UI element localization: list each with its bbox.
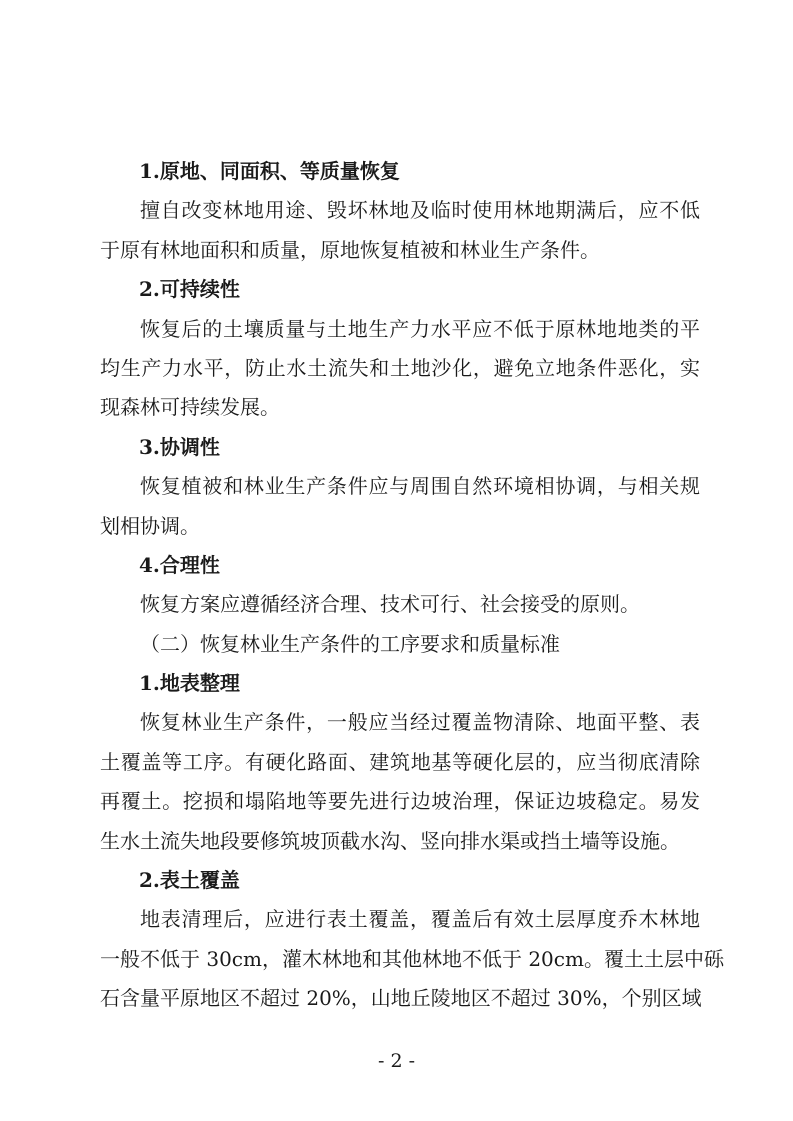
paragraph-line: 土覆盖等工序。有硬化路面、建筑地基等硬化层的，应当彻底清除 [100, 749, 700, 774]
paragraph-line: 划相协调。 [100, 513, 200, 538]
principle-2-title: 2.可持续性 [139, 277, 240, 302]
paragraph-line: 均生产力水平，防止水土流失和土地沙化，避免立地条件恶化，实 [100, 355, 700, 380]
principle-1-title: 1.原地、同面积、等质量恢复 [139, 159, 400, 183]
paragraph-line: 地表清理后，应进行表土覆盖，覆盖后有效土层厚度乔木林地 [140, 907, 700, 932]
step-1-title: 1.地表整理 [139, 671, 240, 696]
document-body [100, 152, 724, 1019]
paragraph-line: 一般不低于 30cm，灌木林地和其他林地不低于 20cm。覆土土层中砾 [100, 946, 724, 971]
paragraph-line: 恢复后的土壤质量与土地生产力水平应不低于原林地地类的平 [140, 316, 700, 341]
paragraph-line: 石含量平原地区不超过 20%，山地丘陵地区不超过 30%，个别区域 [100, 986, 702, 1011]
paragraph-line: 恢复植被和林业生产条件应与周围自然环境相协调，与相关规 [140, 474, 700, 499]
paragraph-line: 于原有林地面积和质量，原地恢复植被和林业生产条件。 [100, 237, 600, 262]
paragraph-line: 擅自改变林地用途、毁坏林地及临时使用林地期满后，应不低 [140, 198, 700, 223]
paragraph-line: 现森林可持续发展。 [100, 395, 280, 420]
paragraph-line: 恢复林业生产条件，一般应当经过覆盖物清除、地面平整、表 [140, 710, 700, 735]
page-number: - 2 - [377, 1050, 415, 1072]
principle-3-title: 3.协调性 [139, 434, 220, 459]
paragraph-line: 再覆土。挖损和塌陷地等要先进行边坡治理，保证边坡稳定。易发 [100, 789, 700, 814]
paragraph-line: 生水土流失地段要修筑坡顶截水沟、竖向排水渠或挡土墙等设施。 [100, 828, 680, 853]
paragraph-line: 恢复方案应遵循经济合理、技术可行、社会接受的原则。 [140, 592, 640, 617]
step-2-title: 2.表土覆盖 [139, 868, 240, 893]
section-heading: （二）恢复林业生产条件的工序要求和质量标准 [140, 631, 560, 656]
principle-4-title: 4.合理性 [139, 552, 220, 577]
